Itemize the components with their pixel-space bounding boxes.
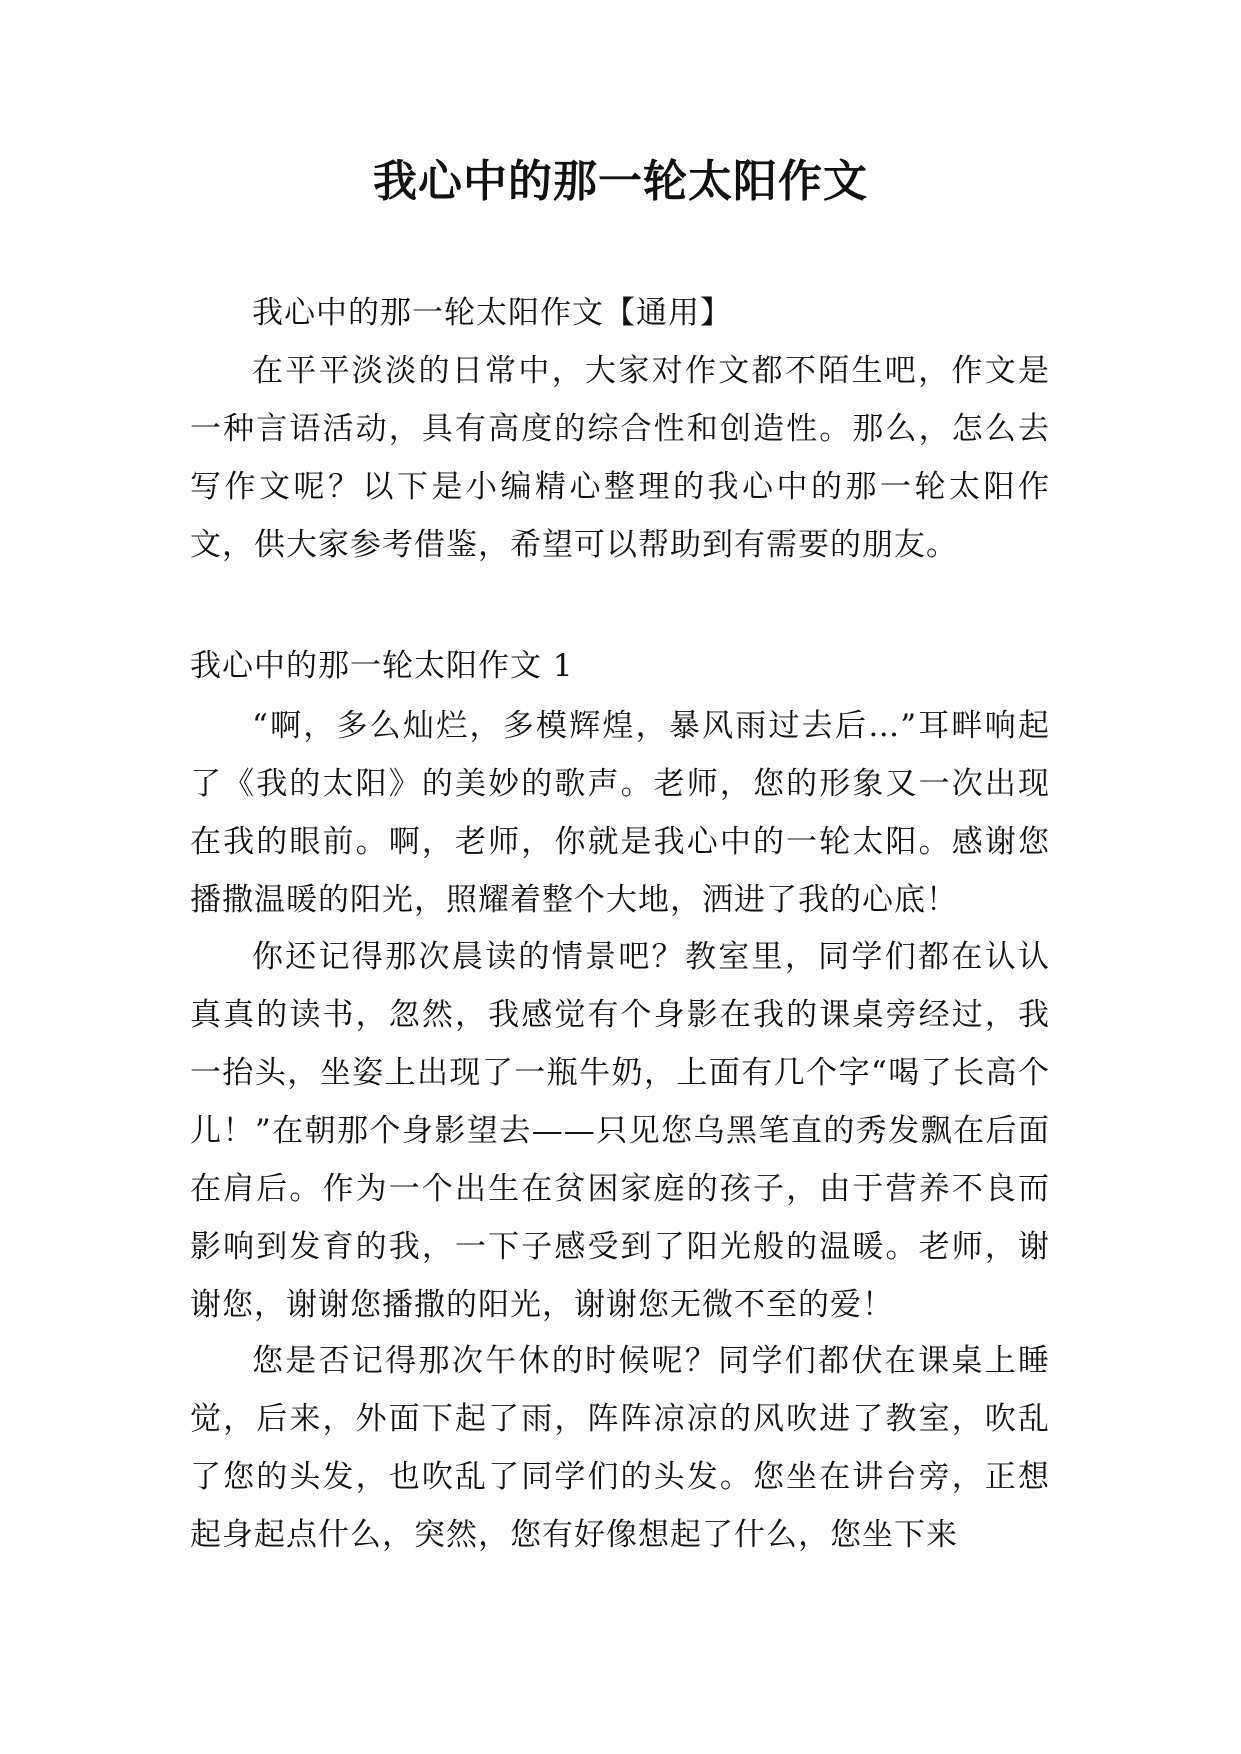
- document-subtitle: 我心中的那一轮太阳作文【通用】: [252, 295, 732, 331]
- body-paragraph-2: 你还记得那次晨读的情景吧？教室里，同学们都在认认真真的读书，忽然，我感觉有个身影在我的课桌旁经过，我一抬头，坐姿上出现了一瓶牛奶，上面有几个字“喝了长高个儿！”在朝那个身影望去——只见您乌黑笔直的秀发飘在后面在肩后。作为一个出生在贫困家庭的孩子，由于营养不良而影响到发育的我，一下子感受到了阳光般的温暖。老师，谢谢您，谢谢您播撒的阳光，谢谢您无微不至的爱！: [190, 939, 1050, 1323]
- body-paragraph-1: “啊，多么灿烂，多模辉煌，暴风雨过去后…”耳畔响起了《我的太阳》的美妙的歌声。老师，您的形象又一次出现在我的眼前。啊，老师，你就是我心中的一轮太阳。感谢您播撒温暖的阳光，照耀着整个大地，洒进了我的心底！: [190, 708, 1050, 918]
- section-heading: 我心中的那一轮太阳作文 1: [190, 648, 574, 684]
- body-paragraph-3: 您是否记得那次午休的时候呢？同学们都伏在课桌上睡觉，后来，外面下起了雨，阵阵凉凉的风吹进了教室，吹乱了您的头发，也吹乱了同学们的头发。您坐在讲台旁，正想起身起点什么，突然，您有好像想起了什么，您坐下来: [190, 1343, 1050, 1553]
- document-title: 我心中的那一轮太阳作文: [373, 156, 868, 207]
- intro-paragraph: 在平平淡淡的日常中，大家对作文都不陌生吧，作文是一种言语活动，具有高度的综合性和创造性。那么，怎么去写作文呢？以下是小编精心整理的我心中的那一轮太阳作文，供大家参考借鉴，希望可以帮助到有需要的朋友。: [190, 353, 1050, 563]
